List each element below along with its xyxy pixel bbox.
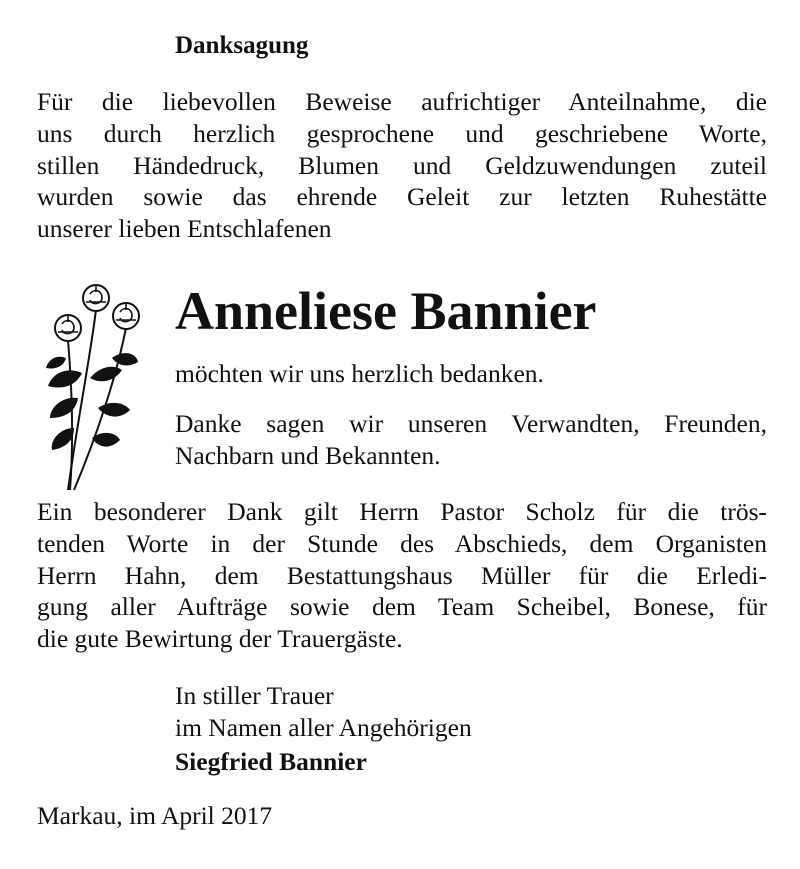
intro-paragraph [37, 86, 767, 245]
intro-line: wurden sowie das ehrende Geleit zur letzten Ruhestätte [37, 182, 767, 212]
place-date: Markau, im April 2017 [37, 801, 273, 830]
special-thanks-paragraph [37, 496, 767, 655]
notice-title: Danksagung [175, 32, 309, 59]
deceased-name: Anneliese Bannier [175, 281, 597, 341]
mourning-line: im Namen aller Angehörigen [175, 713, 472, 742]
special-line: gung aller Aufträge sowie dem Team Scheibel, Bonese, für [37, 592, 767, 622]
intro-line: uns durch herzlich gesprochene und geschriebene Worte, [37, 118, 767, 148]
intro-line: Für die liebevollen Beweise aufrichtiger Anteilnahme, die [37, 87, 767, 116]
special-line: Herrn Hahn, dem Bestattungshaus Müller für die Erledi- [37, 560, 767, 590]
intro-line: stillen Händedruck, Blumen und Geldzuwendungen zuteil [37, 150, 767, 180]
special-line: tenden Worte in der Stunde des Abschieds, dem Organisten [37, 528, 767, 558]
relatives-line: Nachbarn und Bekannten. [175, 441, 441, 470]
relatives-line: Danke sagen wir unseren Verwandten, Freunden, [175, 409, 767, 438]
roses-icon [38, 278, 148, 493]
special-line: Ein besonderer Dank gilt Herrn Pastor Scholz für die trös- [37, 497, 767, 526]
signature-name: Siegfried Bannier [175, 747, 367, 776]
intro-line: unserer lieben Entschlafenen [37, 214, 332, 244]
thanks-line: möchten wir uns herzlich bedanken. [175, 359, 544, 388]
special-line: die gute Bewirtung der Trauergäste. [37, 624, 403, 654]
mourning-line: In stiller Trauer [175, 681, 334, 710]
